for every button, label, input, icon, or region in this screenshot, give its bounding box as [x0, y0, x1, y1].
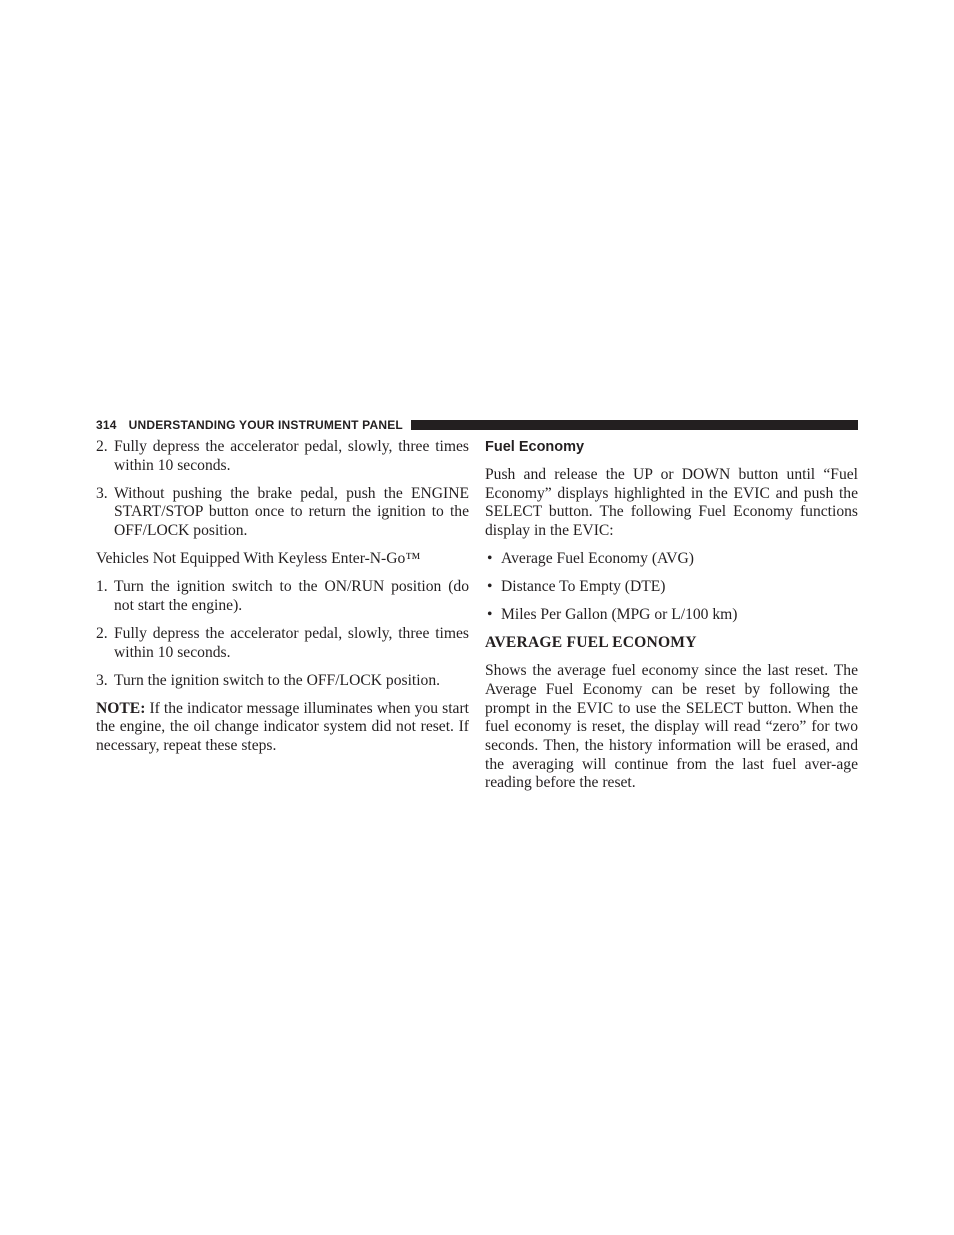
bullet-text: Average Fuel Economy (AVG): [501, 550, 694, 568]
bullet-icon: •: [487, 606, 493, 624]
list-text: Fully depress the accelerator pedal, slowly, three times within 10 seconds.: [114, 438, 469, 474]
header-title: UNDERSTANDING YOUR INSTRUMENT PANEL: [128, 418, 403, 432]
bullet-item: [485, 578, 858, 597]
subsection-title-average-fuel-economy: AVERAGE FUEL ECONOMY: [485, 634, 697, 652]
header-rule: [411, 420, 858, 430]
subheading-not-equipped: Vehicles Not Equipped With Keyless Enter-N-Go™: [96, 550, 421, 568]
list-item: [96, 485, 469, 541]
section-title-fuel-economy: Fuel Economy: [485, 439, 585, 455]
right-column: [485, 438, 858, 793]
list-number: 2.: [96, 624, 108, 642]
list-item: [96, 438, 469, 475]
list-number: 2.: [96, 438, 108, 455]
fuel-economy-intro: Push and release the UP or DOWN button until “Fuel Economy” displays highlighted in the EVIC and push the SELECT button. The following Fuel Economy functions display in the EVIC:: [485, 466, 858, 540]
page-number: 314: [96, 418, 117, 432]
list-item: [96, 672, 469, 691]
bullet-icon: •: [487, 550, 493, 568]
note-text: If the indicator message illuminates when you start the engine, the oil change indicator system did not reset. If necessary, repeat these steps.: [96, 699, 469, 754]
average-fuel-economy-text: Shows the average fuel economy since the last reset. The Average Fuel Economy can be reset by following the prompt in the EVIC to use the SELECT button. When the fuel economy is reset, the display will read “zero” for two seconds. Then, the history information will be erased, and the averaging will continue from the last fuel aver-age reading before the reset.: [485, 662, 858, 792]
bullet-item: [485, 606, 858, 625]
note-paragraph: [96, 700, 469, 756]
list-text: Without pushing the brake pedal, push the ENGINE START/STOP button once to return the ignition to the OFF/LOCK position.: [114, 484, 469, 540]
page-header: [96, 416, 858, 434]
list-number: 3.: [96, 484, 108, 502]
bullet-item: [485, 550, 858, 569]
list-item: [96, 625, 469, 662]
left-column: [96, 438, 469, 756]
list-number: 3.: [96, 671, 108, 689]
list-text: Fully depress the accelerator pedal, slowly, three times within 10 seconds.: [114, 624, 469, 661]
list-number: 1.: [96, 578, 108, 596]
list-item: [96, 578, 469, 615]
bullet-icon: •: [487, 578, 493, 596]
note-label: NOTE:: [96, 699, 146, 717]
list-text: Turn the ignition switch to the ON/RUN position (do not start the engine).: [114, 578, 469, 614]
bullet-text: Miles Per Gallon (MPG or L/100 km): [501, 606, 738, 624]
bullet-text: Distance To Empty (DTE): [501, 578, 666, 596]
list-text: Turn the ignition switch to the OFF/LOCK position.: [114, 671, 441, 689]
